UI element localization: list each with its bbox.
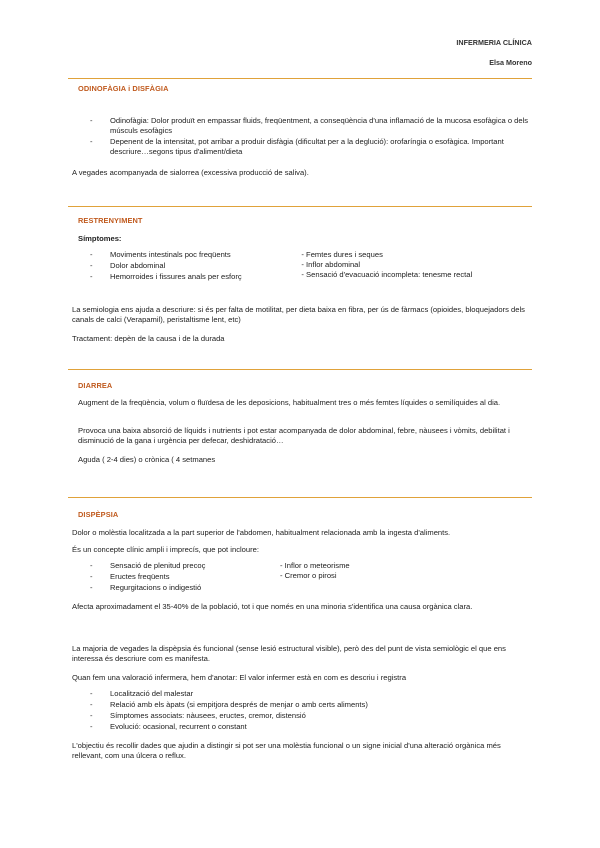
- dispepsia-definition: Dolor o molèstia localitzada a la part superior de l'abdomen, habitualment relacionada amb la ingesta d'aliments.: [72, 528, 451, 537]
- section-title-dispepsia: DISPÈPSIA: [78, 510, 119, 519]
- list-item: - Cremor o pirosi: [280, 571, 337, 581]
- section-divider: [68, 206, 532, 207]
- list-item: - Símptomes associats: nàusees, eructes, cremor, distensió: [90, 711, 530, 721]
- odinofagia-note: A vegades acompanyada de sialorrea (excessiva producció de saliva).: [72, 168, 309, 177]
- list-item: - Inflor o meteorisme: [280, 561, 350, 570]
- restrenyiment-semiology: La semiologia ens ajuda a descriure: si és per falta de motilitat, per dieta baixa en fibra, per ús de fàrmacs (opioides, bloquejadors dels canals de calci (Verapamil), peristaltisme lent, etc): [72, 305, 525, 325]
- dispepsia-assessment: Quan fem una valoració infermera, hem d'anotar: El valor infermer està en com es descriu i registra: [72, 673, 407, 682]
- list-item: - Regurgitacions o indigestió: [90, 583, 280, 593]
- symptoms-label: Símptomes:: [78, 234, 122, 243]
- diarrea-duration: Aguda ( 2-4 dies) o crònica ( 4 setmanes: [78, 455, 216, 464]
- dispepsia-objective: L'objectiu és recollir dades que ajudin a distingir si pot ser una molèstia funcional o un signe inicial d'una alteració orgànica més rellevant, com una úlcera o reflux.: [72, 741, 501, 761]
- symptoms-col-1: [90, 250, 301, 283]
- symptoms-columns: [90, 250, 530, 283]
- list-item: - Depenent de la intensitat, pot arribar a produir disfàgia (dificultat per a la deglució): orofaríngia o esofàgica. Important descriure…segons tipus d'aliment/dieta: [90, 137, 530, 157]
- list-item: - Hemorroides i fissures anals per esforç: [90, 272, 301, 282]
- dispepsia-concept: És un concepte clínic ampli i imprecís, que pot incloure:: [72, 545, 259, 554]
- list-item: - Eructes freqüents: [90, 572, 280, 582]
- dispepsia-list: [90, 689, 530, 733]
- list-item: - Dolor abdominal: [90, 261, 301, 271]
- dispepsia-functional: La majoria de vegades la dispèpsia és funcional (sense lesió estructural visible), però des del punt de vista semiològic el que ens interessa és descriure com es manifesta.: [72, 644, 506, 664]
- list-item: - Inflor abdominal: [301, 260, 361, 270]
- dispepsia-col-2: [280, 561, 520, 594]
- dispepsia-columns: [90, 561, 530, 594]
- diarrea-definition: Augment de la freqüència, volum o fluïdesa de les deposicions, habitualment tres o més femtes líquides o semilíquides al dia.: [78, 398, 501, 407]
- odinofagia-list: [90, 116, 530, 158]
- list-item: - Sensació d'evacuació incompleta: tenesme rectal: [301, 270, 473, 280]
- author-name: Elsa Moreno: [489, 58, 532, 67]
- section-divider: [68, 497, 532, 498]
- symptoms-col-2: [301, 250, 530, 283]
- list-item: - Odinofàgia: Dolor produït en empassar fluids, freqüentment, a conseqüència d'una inflamació de la mucosa esofàgica o dels músculs esofàgics: [90, 116, 530, 136]
- list-item: - Relació amb els àpats (si empitjora després de menjar o amb certs aliments): [90, 700, 530, 710]
- list-item: - Moviments intestinals poc freqüents: [90, 250, 301, 260]
- restrenyiment-treatment: Tractament: depèn de la causa i de la durada: [72, 334, 225, 343]
- list-item: - Sensació de plenitud precoç: [90, 561, 280, 571]
- section-title-odinofagia: ODINOFÀGIA i DISFÀGIA: [78, 84, 169, 93]
- list-item: - Localització del malestar: [90, 689, 530, 699]
- dispepsia-prevalence: Afecta aproximadament el 35-40% de la població, tot i que només en una minoria s'identifica una causa orgànica clara.: [72, 602, 473, 611]
- list-item: - Evolució: ocasional, recurrent o constant: [90, 722, 530, 732]
- section-title-diarrea: DIARREA: [78, 381, 113, 390]
- section-divider: [68, 369, 532, 370]
- section-title-restrenyiment: RESTRENYIMENT: [78, 216, 143, 225]
- course-title: INFERMERIA CLÍNICA: [456, 38, 532, 47]
- section-divider: [68, 78, 532, 79]
- list-item: - Femtes dures i seques: [301, 250, 383, 259]
- diarrea-effects: Provoca una baixa absorció de líquids i nutrients i pot estar acompanyada de dolor abdominal, febre, nàusees i vòmits, debilitat i disminució de la gana i urgència per defecar, deshidratació…: [78, 426, 510, 446]
- dispepsia-col-1: [90, 561, 280, 594]
